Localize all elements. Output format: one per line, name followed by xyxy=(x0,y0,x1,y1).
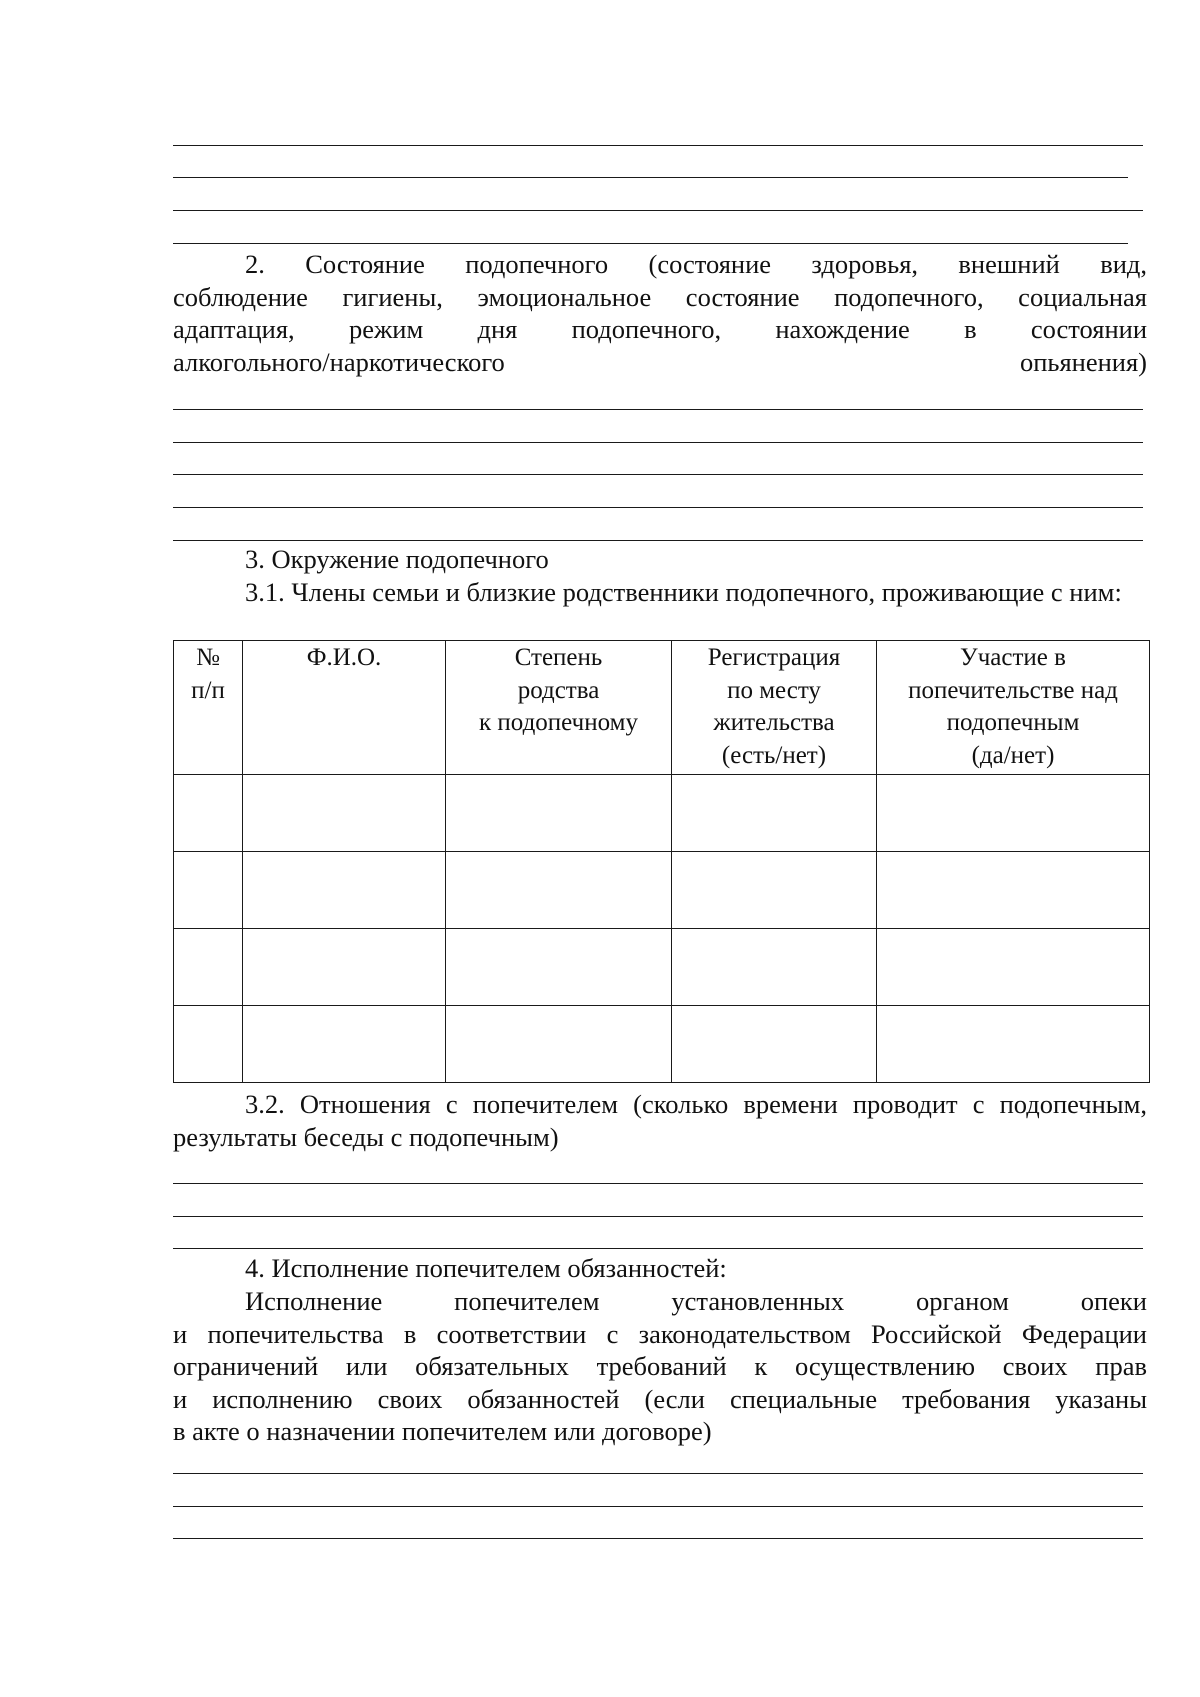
table-cell[interactable] xyxy=(446,929,672,1006)
section-4-line: ограничений или обязательных требований к осуществлению своих прав xyxy=(173,1351,1147,1381)
header-text: Ф.И.О. xyxy=(306,644,382,671)
column-header-registration xyxy=(672,641,877,775)
table-row xyxy=(174,1006,1150,1083)
blank-line[interactable] xyxy=(173,507,1143,508)
section-4-line: Исполнение попечителем установленных органом опеки xyxy=(245,1286,1147,1316)
table-cell[interactable] xyxy=(672,1006,877,1083)
section-3-heading xyxy=(173,543,1147,576)
blank-line[interactable] xyxy=(173,1183,1143,1184)
table-header-row xyxy=(174,641,1150,775)
family-members-table xyxy=(173,640,1150,1083)
table-cell[interactable] xyxy=(174,929,243,1006)
section-3-1-text: 3.1. Члены семьи и близкие родственники подопечного, проживающие с ним: xyxy=(245,577,1122,607)
column-header-relation xyxy=(446,641,672,775)
section-4-paragraph xyxy=(173,1285,1147,1448)
header-text: Участие в xyxy=(960,644,1066,671)
blank-line[interactable] xyxy=(173,1538,1143,1539)
blank-line[interactable] xyxy=(173,1473,1143,1474)
blank-line[interactable] xyxy=(173,1248,1143,1249)
section-2-paragraph xyxy=(173,248,1147,378)
header-text: Степень xyxy=(514,644,603,671)
section-4-heading-text: 4. Исполнение попечителем обязанностей: xyxy=(245,1253,727,1283)
table-cell[interactable] xyxy=(174,1006,243,1083)
section-2-line: адаптация, режим дня подопечного, нахождение в состоянии xyxy=(173,314,1147,344)
section-3-2-text: 3.2. Отношения с попечителем (сколько времени проводит с подопечным, результаты беседы с подопечным) xyxy=(173,1089,1147,1152)
section-4-line: в акте о назначении попечителем или договоре) xyxy=(173,1416,712,1446)
column-header-fio xyxy=(243,641,446,775)
table-cell[interactable] xyxy=(672,852,877,929)
header-text: подопечным xyxy=(946,709,1080,736)
column-header-participation xyxy=(877,641,1150,775)
table-cell[interactable] xyxy=(243,929,446,1006)
header-text: № xyxy=(196,644,220,671)
header-text: к подопечному xyxy=(479,709,638,736)
header-text: (да/нет) xyxy=(971,741,1055,769)
header-text: по месту xyxy=(727,676,821,704)
section-2-line: соблюдение гигиены, эмоциональное состояние подопечного, социальная xyxy=(173,281,1147,312)
table-cell[interactable] xyxy=(174,852,243,929)
section-4-line: и попечительства в соответствии с законодательством Российской Федерации xyxy=(173,1318,1147,1349)
blank-line[interactable] xyxy=(173,474,1143,475)
table-row xyxy=(174,929,1150,1006)
table-cell[interactable] xyxy=(877,852,1150,929)
blank-line[interactable] xyxy=(173,540,1143,541)
table-cell[interactable] xyxy=(243,852,446,929)
table-cell[interactable] xyxy=(672,775,877,852)
blank-line[interactable] xyxy=(173,1216,1143,1217)
header-text: п/п xyxy=(191,676,225,704)
table-row xyxy=(174,775,1150,852)
table-cell[interactable] xyxy=(877,929,1150,1006)
blank-line[interactable] xyxy=(173,243,1128,244)
table-cell[interactable] xyxy=(672,929,877,1006)
header-text: жительства xyxy=(713,709,835,736)
table-cell[interactable] xyxy=(174,775,243,852)
header-text: (есть/нет) xyxy=(721,741,827,769)
header-text: попечительстве над xyxy=(908,676,1118,704)
blank-line[interactable] xyxy=(173,210,1143,211)
table-cell[interactable] xyxy=(243,1006,446,1083)
header-text: Регистрация xyxy=(707,644,841,671)
table-row xyxy=(174,852,1150,929)
table-cell[interactable] xyxy=(446,775,672,852)
table-cell[interactable] xyxy=(877,1006,1150,1083)
table-cell[interactable] xyxy=(877,775,1150,852)
section-4-line: и исполнению своих обязанностей (если специальные требования указаны xyxy=(173,1383,1147,1414)
blank-line[interactable] xyxy=(173,145,1143,146)
blank-line[interactable] xyxy=(173,177,1128,178)
table-cell[interactable] xyxy=(243,775,446,852)
section-3-heading-text: 3. Окружение подопечного xyxy=(245,544,549,574)
section-2-line: алкогольного/наркотического опьянения) xyxy=(173,346,1147,377)
blank-line[interactable] xyxy=(173,1506,1143,1507)
table-cell[interactable] xyxy=(446,852,672,929)
column-header-number xyxy=(174,641,243,775)
header-text: родства xyxy=(517,676,600,704)
blank-line[interactable] xyxy=(173,442,1143,443)
blank-line[interactable] xyxy=(173,409,1143,410)
table-cell[interactable] xyxy=(446,1006,672,1083)
section-4-heading xyxy=(173,1252,1147,1285)
section-2-line: 2. Состояние подопечного (состояние здоровья, внешний вид, xyxy=(245,249,1147,279)
